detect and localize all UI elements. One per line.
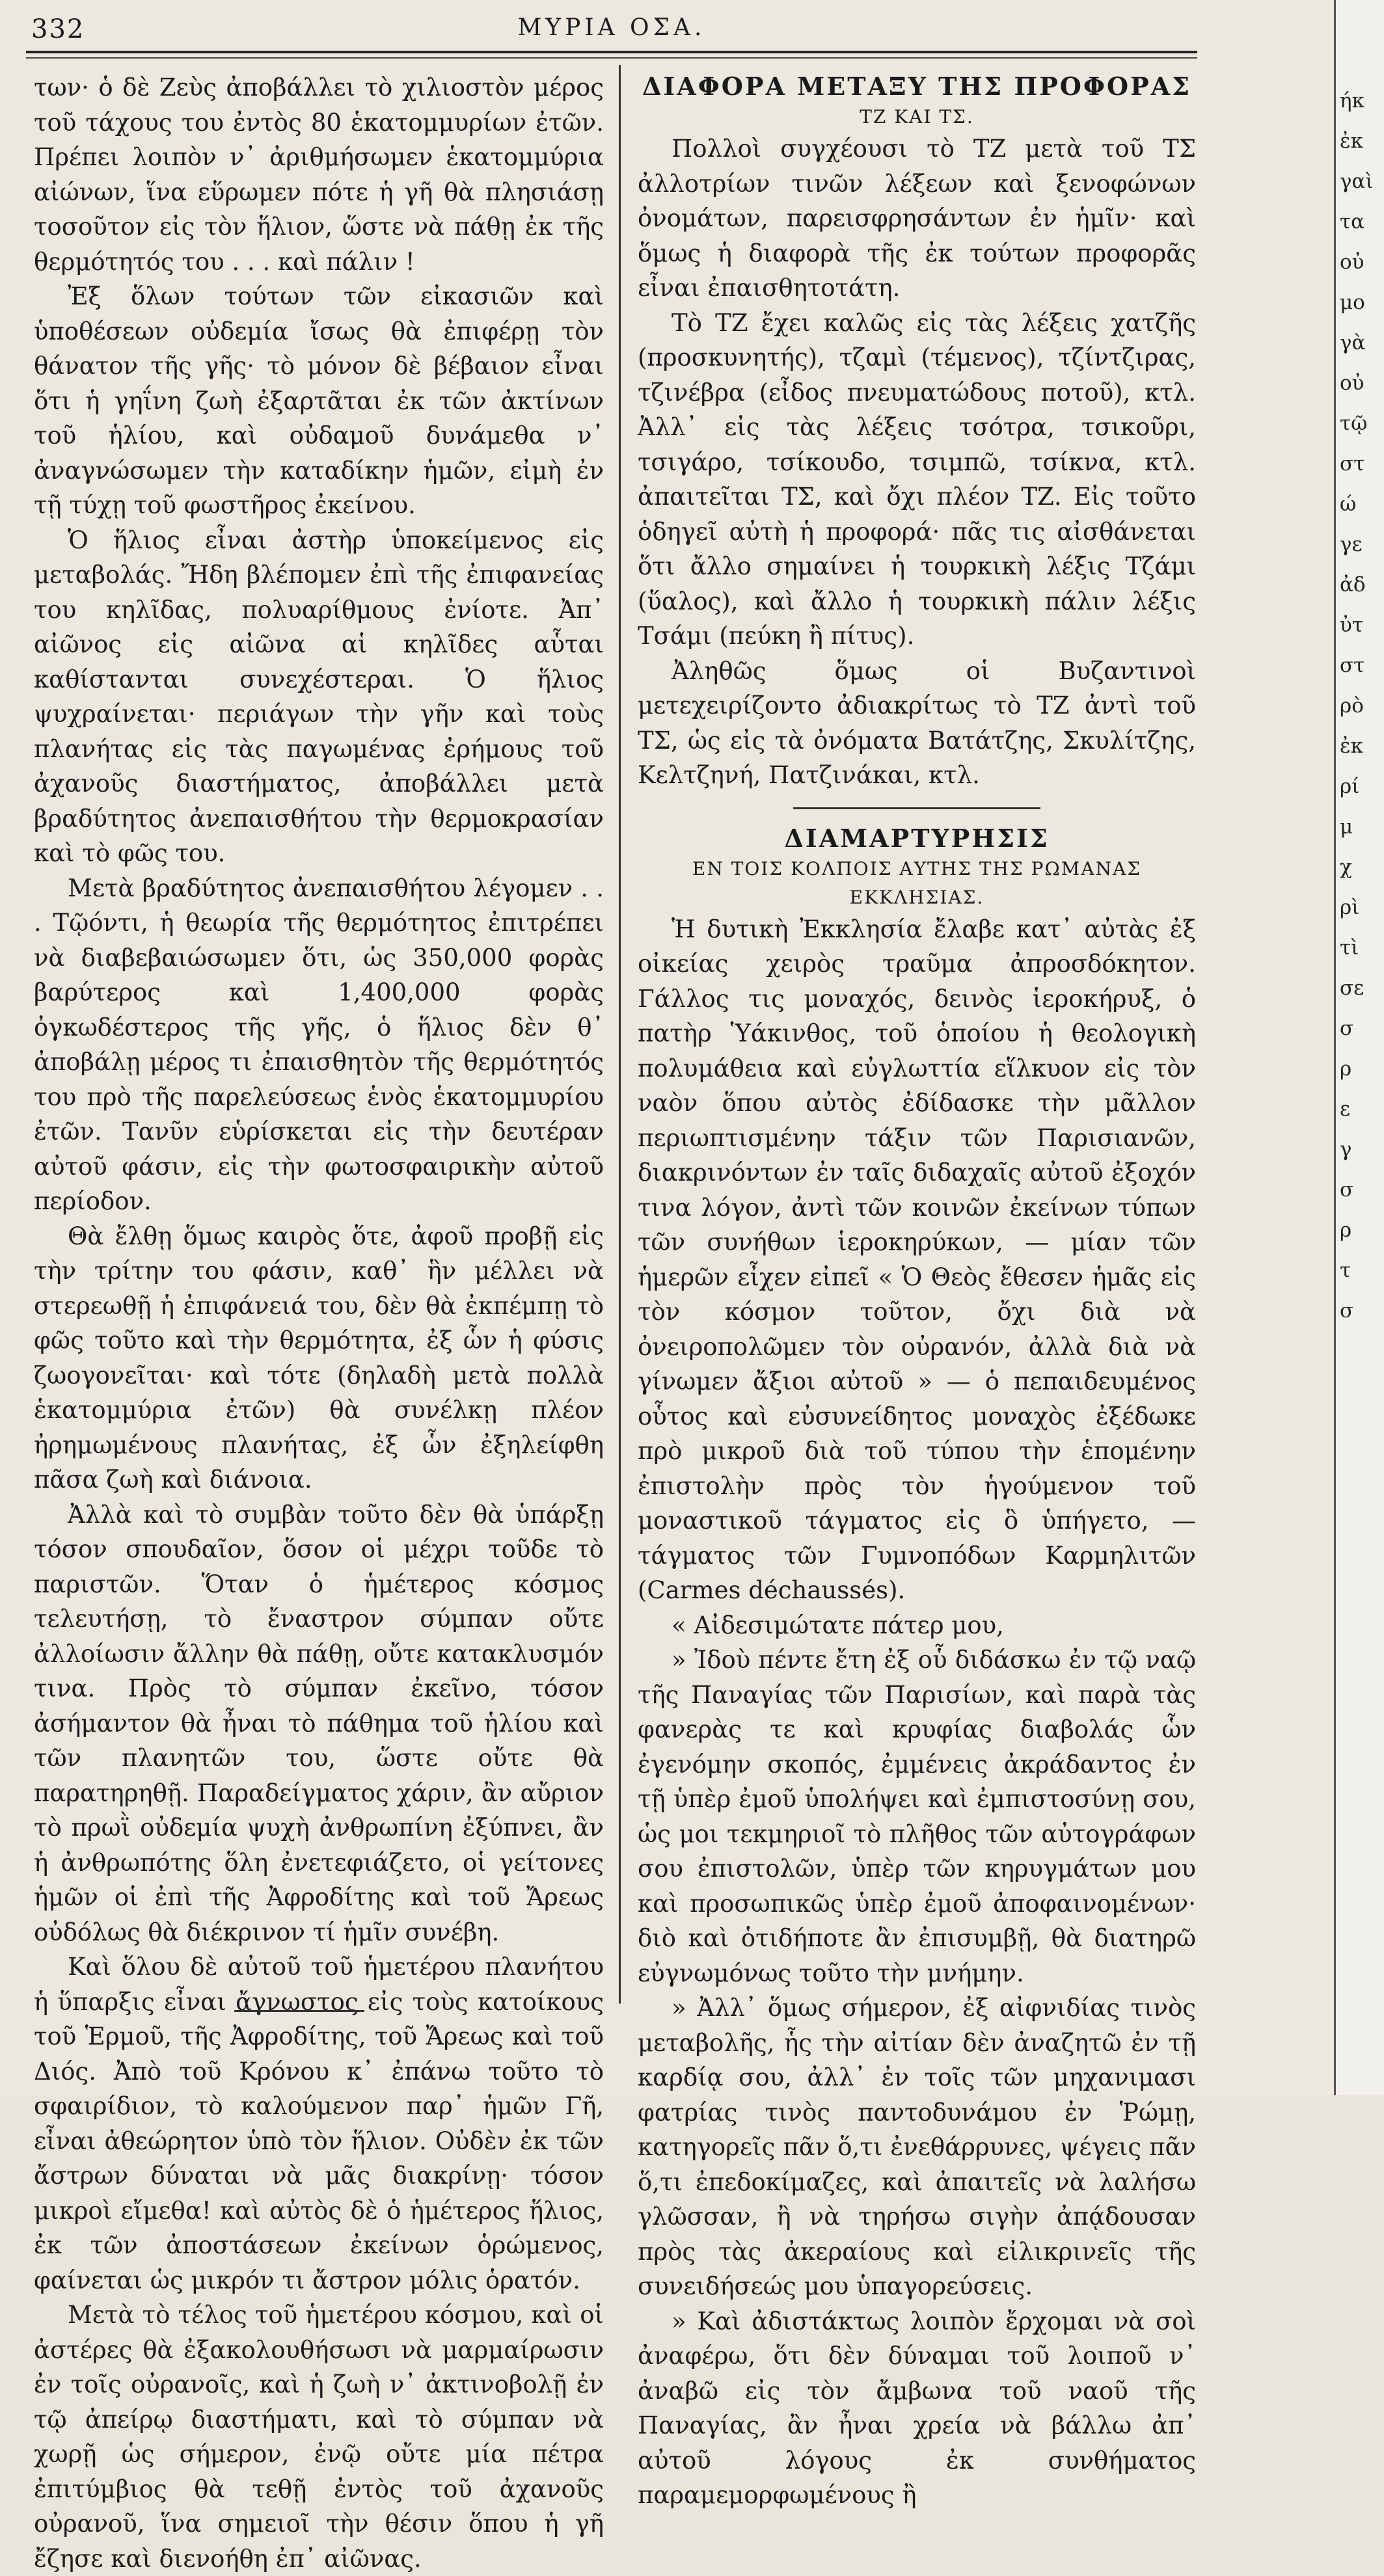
paragraph: » Καὶ ἀδιστάκτως λοιπὸν ἔρχομαι νὰ σοὶ ἀναφέρω, ὅτι δὲν δύναμαι τοῦ λοιποῦ ν᾿ ἀναβῶ εἰς τὸν ἄμβωνα τοῦ ναοῦ τῆς Παναγίας, ἂν ἦναι χρεία νὰ βάλλω ἀπ᾿ αὐτοῦ λόγους ἐκ συνθήματος παραμεμορφωμένους ἢ: [638, 2307, 1196, 2509]
adjacent-page-fragment: σ: [1340, 1017, 1354, 1040]
adjacent-page-fragment: χ: [1340, 855, 1352, 879]
paragraph: Ἐξ ὅλων τούτων τῶν εἰκασιῶν καὶ ὑποθέσεων οὐδεμία ἴσως θὰ ἐπιφέρῃ τὸν θάνατον τῆς γῆς· τὸ μόνον δὲ βέβαιον εἶναι ὅτι ἡ γηΐνη ζωὴ ἐξαρτᾶται ἐκ τῶν ἀκτίνων τοῦ ἡλίου, καὶ οὐδαμοῦ δυνάμεθα ν᾿ ἀναγνώσωμεν τὴν καταδίκην ἡμῶν, εἰμὴ ἐν τῇ τύχῃ τοῦ φωστῆρος ἐκείνου.: [34, 282, 604, 519]
adjacent-page-fragment: ήκ: [1340, 89, 1364, 113]
paragraph: των· ὁ δὲ Ζεὺς ἀποβάλλει τὸ χιλιοστὸν μέρος τοῦ τάχους του ἐντὸς 80 ἑκατομμυρίων ἐτῶν. Πρέπει λοιπὸν ν᾿ ἀριθμήσωμεν ἑκατομμύρια αἰώνων, ἵνα εὕρωμεν πότε ἡ γῆ θὰ πλησιάσῃ τοσοῦτον εἰς τὸν ἥλιον, ὥστε νὰ πάθῃ ἐκ τῆς θερμότητός του . . . καὶ πάλιν !: [34, 74, 604, 276]
running-title: ΜΥΡΙΑ ΟΣΑ.: [517, 14, 706, 41]
article-subtitle: ΕΝ ΤΟΙΣ ΚΟΛΠΟΙΣ ΑΥΤΗΣ ΤΗΣ ΡΩΜΑΝΑΣ ΕΚΚΛΗΣΙΑΣ.: [692, 857, 1142, 908]
adjacent-page-edge: [1334, 0, 1384, 2095]
paragraph: » Ἀλλ᾿ ὅμως σήμερον, ἐξ αἰφνιδίας τινὸς μεταβολῆς, ἧς τὴν αἰτίαν δὲν ἀναζητῶ ἐν τῇ καρδίᾳ σου, ἀλλ᾿ ἐν τοῖς τῶν μηχανιμασι φατρίας τινὸς παντοδυνάμου ἐν Ῥώμῃ, κατηγορεῖς πᾶν ὅ,τι ἐνεθάρρυνες, ψέγεις πᾶν ὅ,τι ἐπεδοκίμαζες, καὶ ἀπαιτεῖς νὰ λαλήσω γλῶσσαν, ἢ νὰ τηρήσω σιγὴν ἀπᾴδουσαν πρὸς τὰς ἀκεραίους καὶ εἰλικρινεῖς τῆς συνειδήσεώς μου ὑπαγορεύσεις.: [638, 1994, 1196, 2300]
article-separator: [793, 807, 1040, 809]
adjacent-page-fragment: τῷ: [1340, 412, 1368, 435]
adjacent-page-fragment: τ: [1340, 1259, 1351, 1282]
adjacent-page-fragment: ρὶ: [1340, 896, 1360, 919]
adjacent-page-fragment: σ: [1340, 1178, 1354, 1201]
paragraph: Θὰ ἔλθῃ ὅμως καιρὸς ὅτε, ἀφοῦ προβῇ εἰς τὴν τρίτην του φάσιν, καθ᾿ ἣν μέλλει νὰ στερεωθῇ ἡ ἐπιφάνειά του, δὲν θὰ ἐκπέμπῃ τὸ φῶς τοῦτο καὶ τὴν θερμότητα, ἐξ ὧν ἡ φύσις ζωογονεῖται· καὶ τότε (δηλαδὴ μετὰ πολλὰ ἑκατομμύρια ἐτῶν) θὰ συνέλκῃ πλέον ἠρημωμένους πλανήτας, ἐξ ὧν ἐξηλείφθη πᾶσα ζωὴ καὶ διάνοια.: [34, 1222, 604, 1494]
adjacent-page-fragment: ρ: [1340, 1218, 1352, 1242]
paragraph: Ἀλλὰ καὶ τὸ συμβὰν τοῦτο δὲν θὰ ὑπάρξῃ τόσον σπουδαῖον, ὅσον οἱ μέχρι τοῦδε τὸ παριστῶν. Ὅταν ὁ ἡμέτερος κόσμος τελευτήσῃ, τὸ ἔναστρον σύμπαν οὔτε ἀλλοίωσιν ἄλλην θὰ πάθῃ, οὔτε κατακλυσμόν τινα. Πρὸς τὸ σύμπαν ἐκεῖνο, τόσον ἀσήμαντον θὰ ἦναι τὸ πάθημα τοῦ ἡλίου καὶ τῶν πλανητῶν του, ὥστε οὔτε θὰ παρατηρηθῇ. Παραδείγματος χάριν, ἂν αὔριον τὸ πρωῒ οὐδεμία ψυχὴ ἀνθρωπίνη ἐξύπνει, ἂν ἡ ἀνθρωπότης ὅλη ἐνετεφιάζετο, οἱ γείτονες ἡμῶν οἱ ἐπὶ τῆς Ἀφροδίτης καὶ τοῦ Ἄρεως οὐδόλως θὰ διέκρινον τί ἡμῖν συνέβη.: [34, 1500, 604, 1946]
paragraph: Μετὰ τὸ τέλος τοῦ ἡμετέρου κόσμου, καὶ οἱ ἀστέρες θὰ ἐξακολουθήσωσι νὰ μαρμαίρωσιν ἐν τοῖς οὐρανοῖς, καὶ ἡ ζωὴ ν᾿ ἀκτινοβολῇ ἐν τῷ ἀπείρῳ διαστήματι, καὶ τὸ σύμπαν νὰ χωρῇ ὡς σήμερον, ἐνῷ οὔτε μία πέτρα ἐπιτύμβιος θὰ τεθῇ ἐντὸς τοῦ ἀχανοῦς οὐρανοῦ, ἵνα σημειοῖ τὴν θέσιν ὅπου ἡ γῆ ἔζησε καὶ διενοήθη ἐπ᾿ αἰῶνας.: [34, 2301, 604, 2573]
adjacent-page-fragment: ὐτ: [1340, 613, 1363, 637]
article-title: ΔΙΑΜΑΡΤΥΡΗΣΙΣ: [784, 823, 1050, 853]
paragraph: Τὸ ΤΖ ἔχει καλῶς εἰς τὰς λέξεις χατζῆς (προσκυνητής), τζαμὶ (τέμενος), τζίντζιρας, τζινέβρα (εἶδος πνευματώδους ποτοῦ), κτλ. Ἀλλ᾿ εἰς τὰς λέξεις τσότρα, τσικοῦρι, τσιγάρο, τσίκουδο, τσιμπῶ, τσίκνα, κτλ. ἀπαιτεῖται ΤΣ, καὶ ὄχι πλέον ΤΖ. Εἰς τοῦτο ὁδηγεῖ αὐτὴ ἡ προφορά· πᾶς τις αἰσθάνεται ὅτι ἄλλο σημαίνει ἡ τουρκικὴ λέξις Τζάμι (ὕαλος), καὶ ἄλλο ἡ τουρκικὴ πάλιν λέξις Τσάμι (πεύκη ἢ πίτυς).: [638, 308, 1196, 650]
adjacent-page-fragment: ε: [1340, 1097, 1351, 1121]
adjacent-page-fragment: στ: [1340, 452, 1365, 476]
right-column: [638, 70, 1196, 2513]
adjacent-page-fragment: μ: [1340, 815, 1353, 839]
paragraph: « Αἰδεσιμώτατε πάτερ μου,: [672, 1611, 1004, 1639]
page-number: 332: [31, 14, 85, 44]
paragraph: Μετὰ βραδύτητος ἀνεπαισθήτου λέγομεν . . . Τῷόντι, ἡ θεωρία τῆς θερμότητος ἐπιτρέπει νὰ διαβεβαιώσωμεν ὅτι, ὡς 350,000 φορὰς βαρύτερος καὶ 1,400,000 φορὰς ὀγκωδέστερος τῆς γῆς, ὁ ἥλιος δὲν θ᾿ ἀποβάλῃ μέρος τι ἐπαισθητὸν τῆς θερμότητός του πρὸ τῆς παρελεύσεως ἑνὸς ἑκατομμυρίου ἐτῶν. Τανῦν εὑρίσκεται εἰς τὴν δευτέραν αὐτοῦ φάσιν, εἰς τὴν φωτοσφαιρικὴν αὐτοῦ περίοδον.: [34, 874, 604, 1215]
paragraph: Ἀληθῶς ὅμως οἱ Βυζαντινοὶ μετεχειρίζοντο ἀδιακρίτως τὸ ΤΖ ἀντὶ τοῦ ΤΣ, ὡς εἰς τὰ ὀνόματα Βατάτζης, Σκυλίτζης, Κελτζηνή, Πατζινάκαι, κτλ.: [638, 656, 1196, 789]
paragraph: Ἡ δυτικὴ Ἐκκλησία ἔλαβε κατ᾿ αὐτὰς ἐξ οἰκείας χειρὸς τραῦμα ἀπροσδόκητον. Γάλλος τις μοναχός, δεινὸς ἱεροκήρυξ, ὁ πατὴρ Ὑάκινθος, τοῦ ὁποίου ἡ θεολογικὴ πολυμάθεια καὶ εὐγλωττία εἵλκυον εἰς τὸν ναὸν ὅπου αὐτὸς ἐδίδασκε τὴν μᾶλλον περιωπτισμένην τάξιν τῶν Παρισιανῶν, διακρινόντων ἐν ταῖς διδαχαῖς αὐτοῦ ἐξοχόν τινα λόγον, ἀντὶ τῶν κοινῶν ἐκείνων τύπων τῶν συνήθων ἱεροκηρύκων, — μίαν τῶν ἡμερῶν εἶχεν εἰπεῖ « Ὁ Θεὸς ἔθεσεν ἡμᾶς εἰς τὸν κόσμον τοῦτον, ὄχι διὰ νὰ ὀνειροπολῶμεν τὸν οὐρανόν, ἀλλὰ διὰ νὰ γίνωμεν ἄξιοι αὐτοῦ » — ὁ πεπαιδευμένος οὗτος καὶ εὐσυνείδητος μοναχὸς ἐξέδωκε πρὸ μικροῦ διὰ τοῦ τύπου τὴν ἑπομένην ἐπιστολὴν πρὸς τὸν ἡγούμενον τοῦ μοναστικοῦ τάγματος εἰς ὃ ὑπήγετο, — τάγματος τῶν Γυμνοπόδων Καρμηλιτῶν (Carmes déchaussés).: [638, 915, 1196, 1604]
adjacent-page-fragment: ἐκ: [1340, 129, 1364, 153]
header-rule: [26, 51, 1197, 53]
adjacent-page-fragment: ἐκ: [1340, 734, 1364, 758]
article-title: ΔΙΑΦΟΡΑ ΜΕΤΑΞΥ ΤΗΣ ΠΡΟΦΟΡΑΣ: [642, 72, 1192, 101]
article-subtitle: ΤΖ ΚΑΙ ΤΣ.: [860, 106, 974, 127]
adjacent-page-fragment: ρί: [1340, 775, 1360, 798]
paragraph: Πολλοὶ συγχέουσι τὸ ΤΖ μετὰ τοῦ ΤΣ ἀλλοτρίων τινῶν λέξεων καὶ ξενοφώνων ὀνομάτων, παρεισφρησάντων ἐν ἡμῖν· καὶ ὅμως ἡ διαφορὰ τῆς ἐκ τούτων προφορᾶς εἶναι ἐπαισθητοτάτη.: [638, 135, 1196, 302]
adjacent-page-fragment: τα: [1340, 210, 1365, 234]
adjacent-page-fragment: σ: [1340, 1299, 1354, 1322]
adjacent-page-fragment: οὐ: [1340, 250, 1364, 274]
paragraph: Ὁ ἥλιος εἶναι ἀστὴρ ὑποκείμενος εἰς μεταβολάς. Ἤδη βλέπομεν ἐπὶ τῆς ἐπιφανείας του κηλῖδας, πολυαρίθμους ἐνίοτε. Ἀπ᾿ αἰῶνος εἰς αἰῶνα αἱ κηλῖδες αὗται καθίστανται συνεχέστεραι. Ὁ ἥλιος ψυχραίνεται· περιάγων τὴν γῆν καὶ τοὺς πλανήτας εἰς τὰς παγωμένας ἐρήμους τοῦ ἀχανοῦς διαστήματος, ἀποβάλλει μετὰ βραδύτητος ἀνεπαισθήτου τὴν θερμοκρασίαν καὶ τὸ φῶς του.: [34, 526, 604, 867]
column-divider: [619, 65, 621, 2004]
paragraph: » Ἰδοὺ πέντε ἔτη ἐξ οὗ διδάσκω ἐν τῷ ναῷ τῆς Παναγίας τῶν Παρισίων, καὶ παρὰ τὰς φανερὰς τε καὶ κρυφίας διαβολάς ὧν ἐγενόμην σκοπός, ἐμμένεις ἀκράδαντος ἐν τῇ ὑπὲρ ἐμοῦ ὑπολήψει καὶ ἐμπιστοσύνῃ σου, ὡς μοι τεκμηριοῖ τὸ πλῆθος τῶν αὐτογράφων σου ἐπιστολῶν, ὑπὲρ τῶν κηρυγμάτων μου καὶ προσωπικῶς ὑπὲρ ἐμοῦ ἀποφαινομένων· διὸ καὶ ὁτιδήποτε ἂν ἐπισυμβῇ, θὰ διατηρῶ εὐγνωμόνως τοῦτο τὴν μνήμην.: [638, 1646, 1196, 1987]
paragraph: Καὶ ὅλου δὲ αὐτοῦ τοῦ ἡμετέρου πλανήτου ἡ ὕπαρξις εἶναι ἄγνωστος εἰς τοὺς κατοίκους τοῦ Ἑρμοῦ, τῆς Ἀφροδίτης, τοῦ Ἄρεως καὶ τοῦ Διός. Ἀπὸ τοῦ Κρόνου κ᾿ ἐπάνω τοῦτο τὸ σφαιρίδιον, τὸ καλούμενον παρ᾿ ἡμῶν Γῆ, εἶναι ἀθεώρητον ὑπὸ τὸν ἥλιον. Οὐδὲν ἐκ τῶν ἄστρων δύναται νὰ μᾶς διακρίνῃ· τόσον μικροὶ εἴμεθα! καὶ αὐτὸς δὲ ὁ ἡμέτερος ἥλιος, ἐκ τῶν ἀποστάσεων ἐκείνων ὁρώμενος, φαίνεται ὡς μικρόν τι ἄστρον μόλις ὁρατόν.: [34, 1953, 604, 2294]
adjacent-page-fragment: γε: [1340, 533, 1363, 556]
adjacent-page-fragment: γαὶ: [1340, 170, 1374, 193]
left-column: [34, 70, 604, 2576]
end-rule: [234, 2010, 364, 2012]
adjacent-page-fragment: ρ: [1340, 1057, 1352, 1080]
adjacent-page-fragment: οὐ: [1340, 371, 1364, 395]
adjacent-page-fragment: τὶ: [1340, 936, 1359, 959]
adjacent-page-fragment: γὰ: [1340, 331, 1366, 355]
header-rule-thin: [26, 57, 1197, 59]
adjacent-page-fragment: σε: [1340, 976, 1364, 1000]
adjacent-page-fragment: στ: [1340, 654, 1365, 677]
adjacent-page-fragment: γ: [1340, 1138, 1352, 1161]
adjacent-page-fragment: μο: [1340, 291, 1365, 314]
adjacent-page-fragment: ώ: [1340, 492, 1357, 516]
adjacent-page-fragment: ἀδ: [1340, 573, 1366, 597]
adjacent-page-fragment: ρὸ: [1340, 694, 1364, 718]
page-header: [26, 8, 1197, 47]
